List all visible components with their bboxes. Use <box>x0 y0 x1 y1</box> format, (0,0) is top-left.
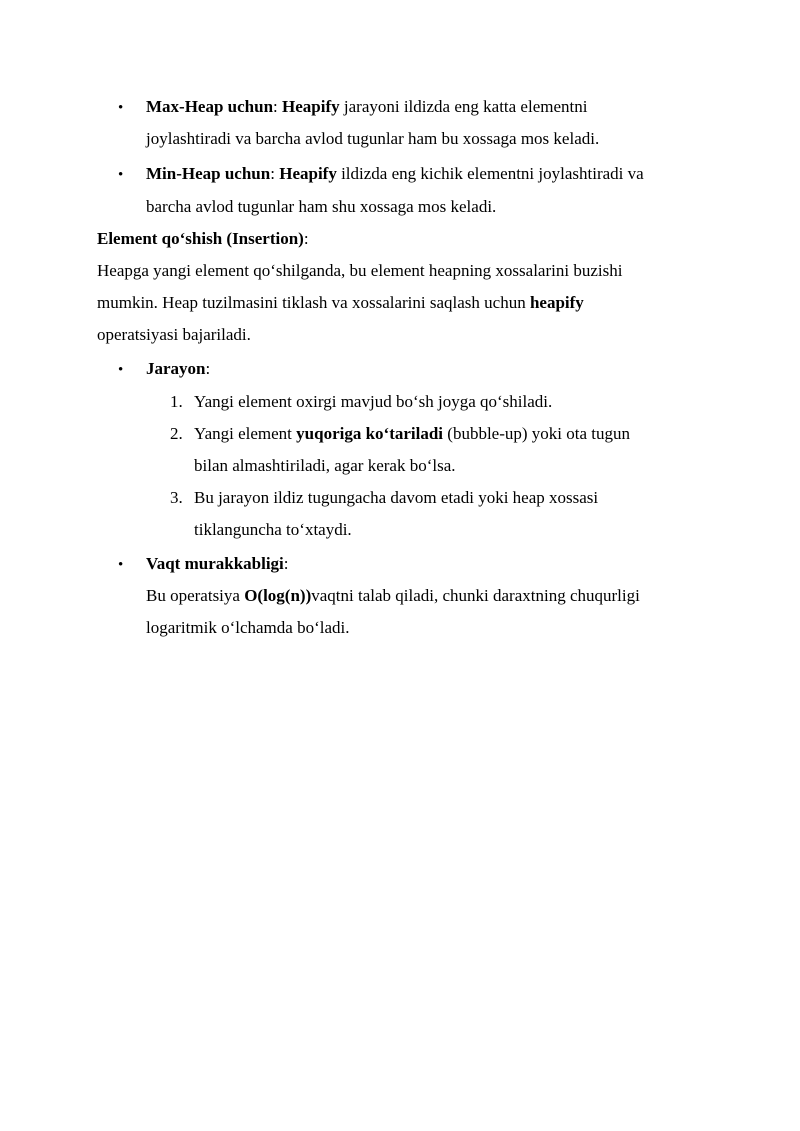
complexity-label <box>146 554 289 574</box>
complexity-text-post: vaqtni talab qiladi, chunki daraxtning chuqurligi <box>311 586 640 605</box>
max-heap-line-2: joylashtiradi va barcha avlod tugunlar ham bu xossaga mos keladi. <box>146 129 600 148</box>
step-3-line-1: Bu jarayon ildiz tugungacha davom etadi yoki heap xossasi <box>194 488 599 507</box>
label-colon: : <box>283 554 289 573</box>
bubble-up-keyword: yuqoriga ko‘tariladi <box>296 424 444 443</box>
complexity-text: Bu operatsiya <box>146 586 245 605</box>
min-heap-text: ildizda eng kichik elementni joylashtiradi va <box>336 164 644 183</box>
step-1-line-1: Yangi element oxirgi mavjud bo‘sh joyga qo‘shiladi. <box>194 392 553 411</box>
step-2-line-2: bilan almashtiriladi, agar kerak bo‘lsa. <box>194 456 456 475</box>
bullet-marker: • <box>118 362 124 378</box>
insertion-paragraph-line-3: operatsiyasi bajariladi. <box>97 325 251 344</box>
step-2-text-post: (bubble-up) yoki ota tugun <box>443 424 630 443</box>
complexity-line-1 <box>146 586 640 606</box>
bullet-marker: • <box>118 167 124 183</box>
insertion-heading <box>97 229 309 249</box>
max-heap-text: jarayoni ildizda eng katta elementni <box>339 97 588 116</box>
min-heap-line-2: barcha avlod tugunlar ham shu xossaga mos keladi. <box>146 197 497 216</box>
insertion-paragraph-line-1: Heapga yangi element qo‘shilganda, bu element heapning xossalarini buzishi <box>97 261 623 280</box>
complexity-label-text: Vaqt murakkabligi <box>146 554 284 573</box>
max-heap-term: Max-Heap uchun <box>146 97 274 116</box>
min-heap-term: Min-Heap uchun <box>146 164 271 183</box>
big-o-keyword: O(log(n)) <box>244 586 312 605</box>
step-number: 3. <box>170 488 183 507</box>
step-2-line-1 <box>194 424 630 444</box>
heapify-keyword: Heapify <box>282 97 340 116</box>
separator: : <box>270 164 280 183</box>
min-heap-line-1 <box>146 164 644 184</box>
step-3-line-2: tiklanguncha to‘xtaydi. <box>194 520 352 539</box>
separator: : <box>273 97 283 116</box>
complexity-line-2: logaritmik o‘lchamda bo‘ladi. <box>146 618 350 637</box>
heapify-keyword: Heapify <box>279 164 337 183</box>
label-colon: : <box>205 359 211 378</box>
insertion-heading-text: Element qo‘shish (Insertion) <box>97 229 304 248</box>
max-heap-line-1 <box>146 97 587 117</box>
insertion-paragraph-text: mumkin. Heap tuzilmasini tiklash va xossalarini saqlash uchun <box>97 293 530 312</box>
heading-colon: : <box>303 229 309 248</box>
step-number: 1. <box>170 392 183 411</box>
process-label <box>146 359 210 379</box>
process-label-text: Jarayon <box>146 359 206 378</box>
step-2-text: Yangi element <box>194 424 297 443</box>
heapify-keyword: heapify <box>529 293 584 312</box>
insertion-paragraph-line-2 <box>97 293 584 313</box>
bullet-marker: • <box>118 100 124 116</box>
bullet-marker: • <box>118 557 124 573</box>
step-number: 2. <box>170 424 183 443</box>
